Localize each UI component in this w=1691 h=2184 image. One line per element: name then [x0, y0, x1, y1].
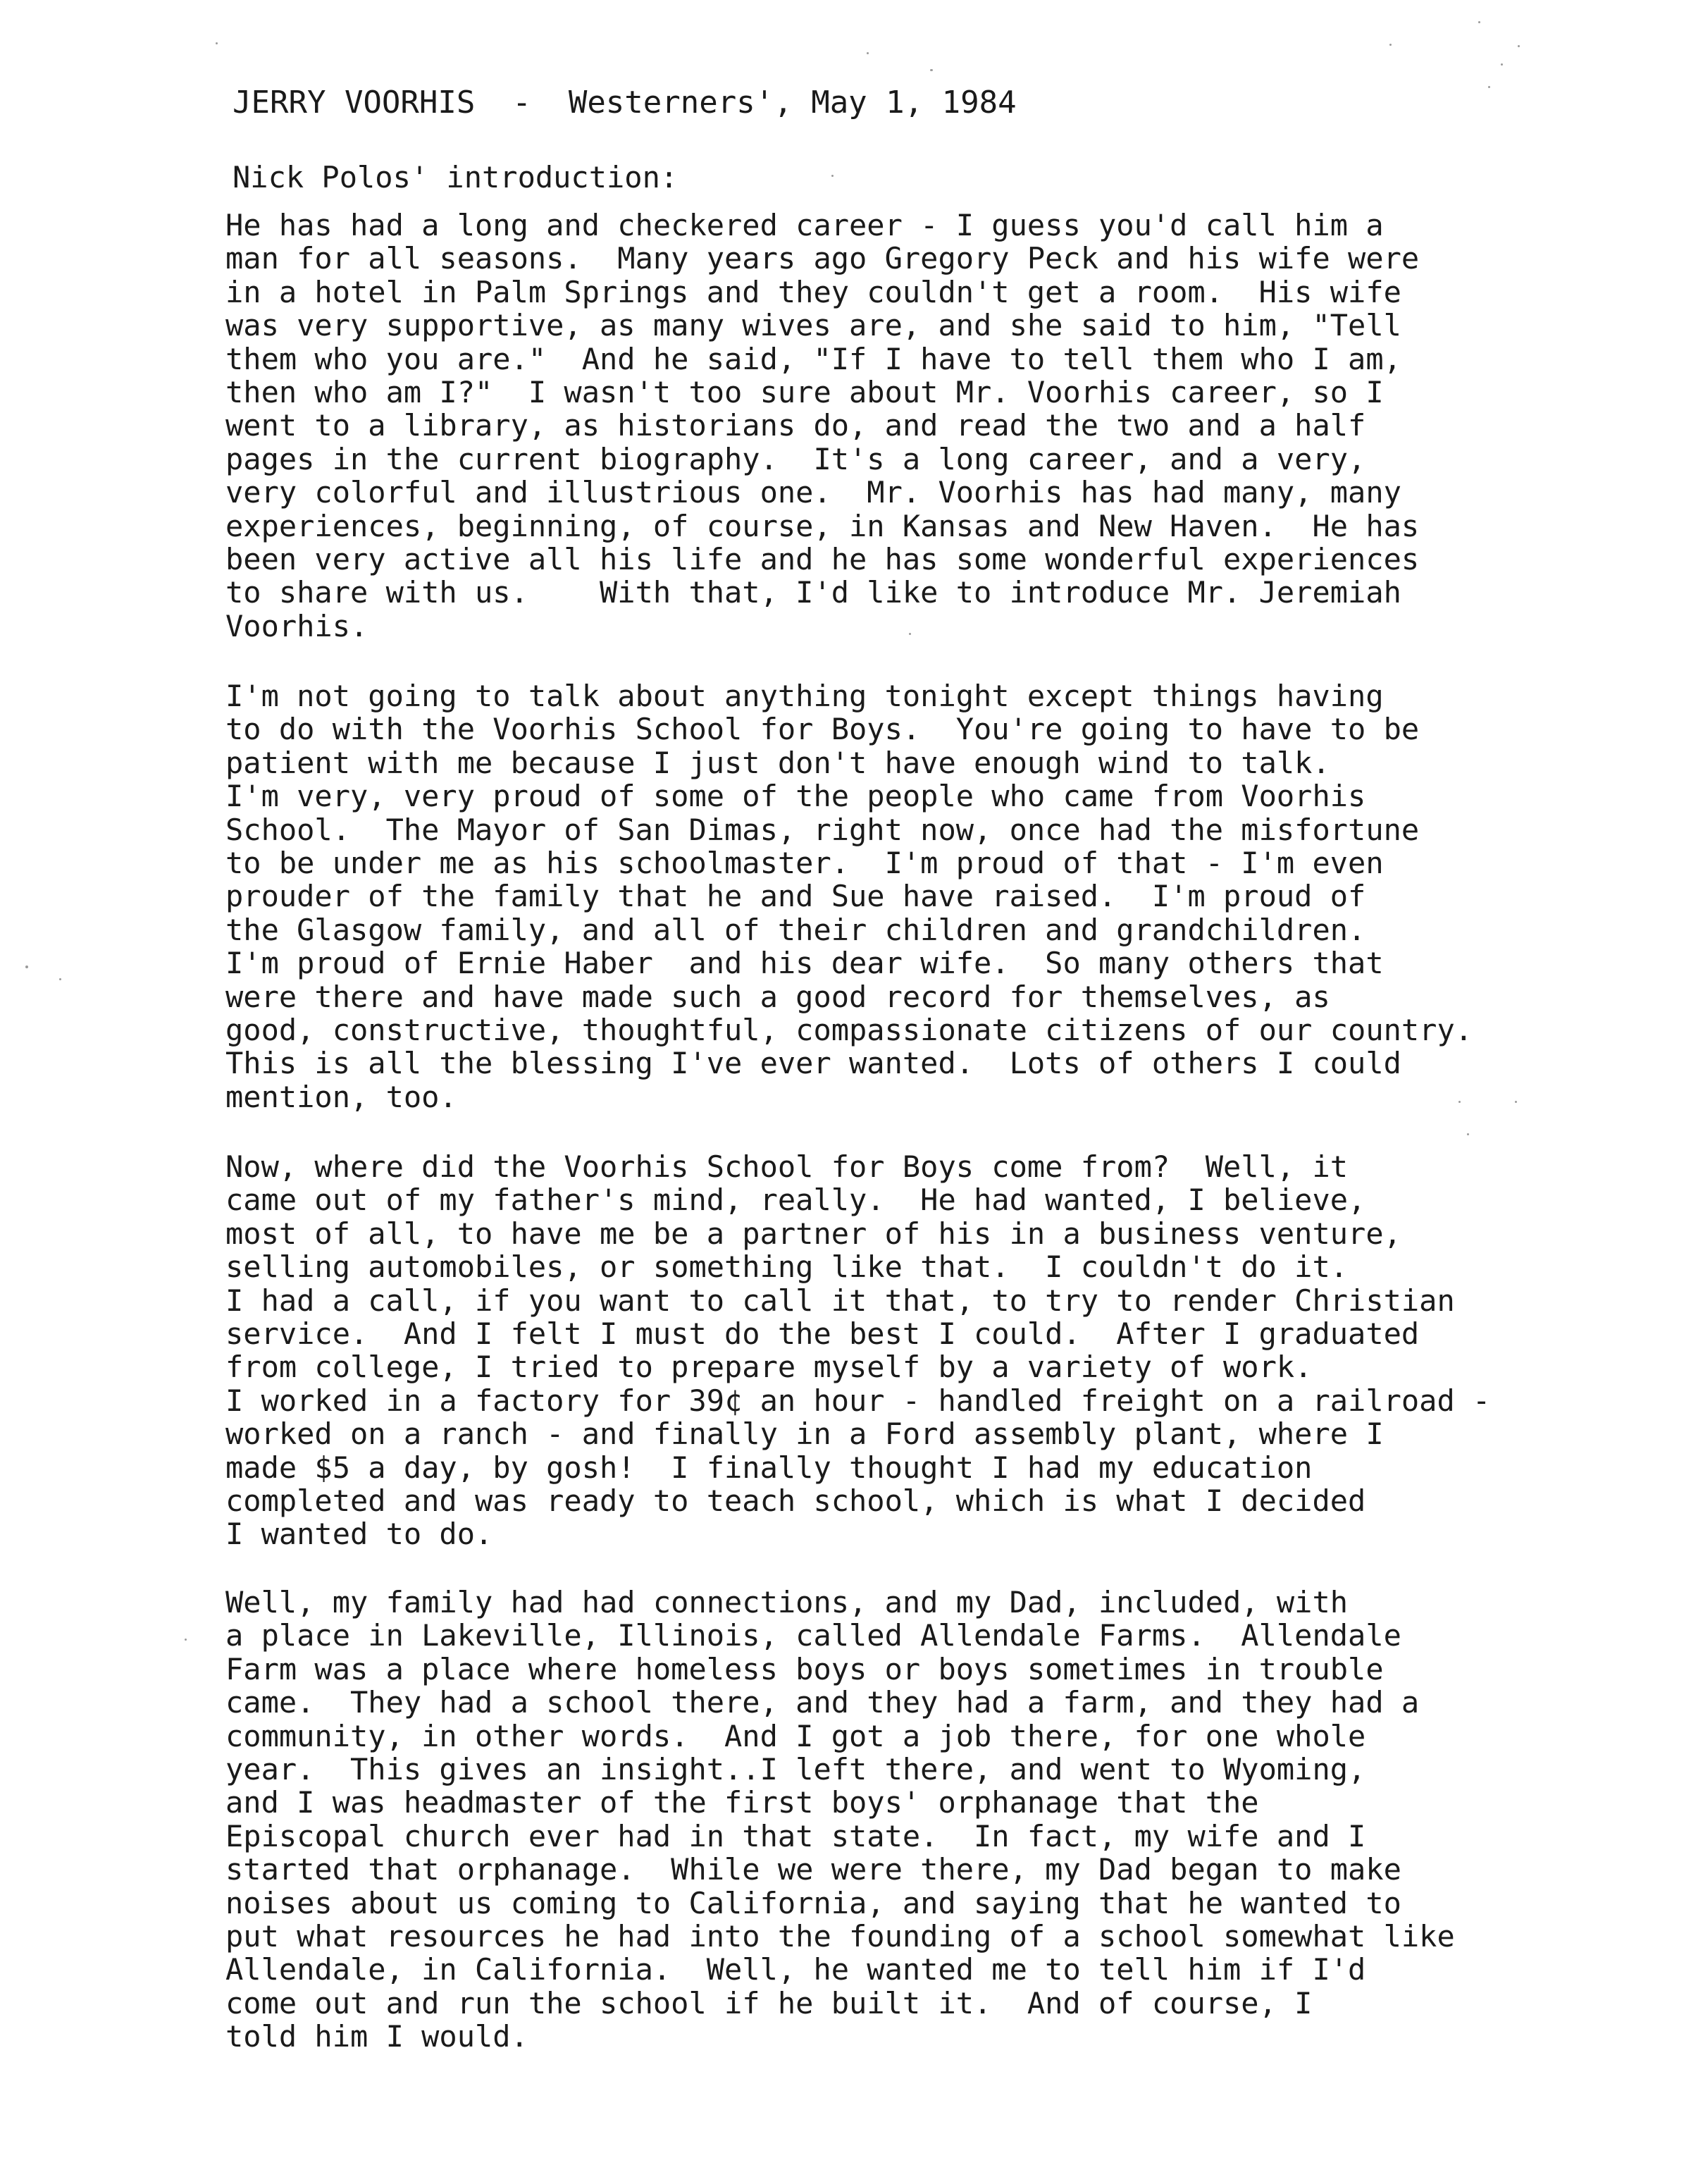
paragraph-1	[225, 209, 1419, 643]
text-line: was very supportive, as many wives are, and she said to him, "Tell	[225, 308, 1401, 343]
scan-speck	[1518, 45, 1520, 47]
scan-speck	[59, 978, 61, 980]
text-line: Voorhis.	[225, 608, 368, 643]
text-line: most of all, to have me be a partner of his in a business venture,	[225, 1216, 1401, 1251]
text-line: selling automobiles, or something like that. I couldn't do it.	[225, 1250, 1349, 1285]
text-line: Well, my family had had connections, and my Dad, included, with	[225, 1585, 1349, 1620]
text-line: very colorful and illustrious one. Mr. Voorhis has had many, many	[225, 475, 1401, 510]
paragraph-2	[225, 679, 1473, 1113]
text-line: Episcopal church ever had in that state. In fact, my wife and I	[225, 1818, 1366, 1853]
text-line: came out of my father's mind, really. He had wanted, I believe,	[225, 1183, 1366, 1218]
text-line: made $5 a day, by gosh! I finally thought I had my education	[225, 1450, 1313, 1485]
text-line: good, constructive, thoughtful, compassionate citizens of our country.	[225, 1013, 1473, 1048]
text-line: started that orphanage. While we were there, my Dad began to make	[225, 1852, 1401, 1887]
text-line: worked on a ranch - and finally in a Ford assembly plant, where I	[225, 1417, 1384, 1452]
text-line: went to a library, as historians do, and read the two and a half	[225, 408, 1366, 443]
paragraph-3	[225, 1150, 1490, 1551]
text-line: Farm was a place where homeless boys or boys sometimes in trouble	[225, 1651, 1384, 1686]
text-line: I'm very, very proud of some of the people who came from Voorhis	[225, 779, 1366, 814]
text-line: I worked in a factory for 39¢ an hour - handled freight on a railroad -	[225, 1383, 1491, 1418]
document-title: JERRY VOORHIS - Westerners', May 1, 1984	[233, 85, 1017, 121]
text-line: He has had a long and checkered career - I guess you'd call him a	[225, 208, 1384, 242]
text-line: I'm not going to talk about anything tonight except things having	[225, 679, 1384, 713]
text-line: mention, too.	[225, 1079, 457, 1114]
scan-speck	[185, 1639, 187, 1641]
scan-speck	[216, 42, 218, 44]
text-line: man for all seasons. Many years ago Gregory Peck and his wife were	[225, 241, 1420, 276]
scan-speck	[25, 965, 28, 968]
text-line: School. The Mayor of San Dimas, right now, once had the misfortune	[225, 812, 1420, 847]
text-line: Allendale, in California. Well, he wanted me to tell him if I'd	[225, 1952, 1366, 1987]
text-line: Now, where did the Voorhis School for Boys come from? Well, it	[225, 1149, 1349, 1184]
scan-speck	[909, 633, 911, 635]
scan-speck	[1458, 1101, 1461, 1103]
text-line: I'm proud of Ernie Haber and his dear wife. So many others that	[225, 946, 1384, 981]
scan-speck	[1488, 86, 1490, 88]
text-line: to be under me as his schoolmaster. I'm proud of that - I'm even	[225, 846, 1384, 881]
text-line: to share with us. With that, I'd like to introduce Mr. Jeremiah	[225, 575, 1401, 610]
text-line: a place in Lakeville, Illinois, called Allendale Farms. Allendale	[225, 1618, 1401, 1653]
text-line: and I was headmaster of the first boys' orphanage that the	[225, 1785, 1259, 1820]
text-line: put what resources he had into the founding of a school somewhat like	[225, 1919, 1455, 1954]
scan-speck	[1501, 63, 1503, 66]
scan-speck	[930, 69, 933, 71]
text-line: told him I would.	[225, 2019, 528, 2054]
text-line: community, in other words. And I got a job there, for one whole	[225, 1718, 1366, 1753]
scan-speck	[1389, 44, 1392, 46]
text-line: service. And I felt I must do the best I could. After I graduated	[225, 1316, 1420, 1352]
scan-speck	[1515, 1101, 1517, 1103]
text-line: I had a call, if you want to call it that, to try to render Christian	[225, 1283, 1455, 1318]
text-line: to do with the Voorhis School for Boys. You're going to have to be	[225, 712, 1420, 747]
text-line: came. They had a school there, and they had a farm, and they had a	[225, 1685, 1420, 1720]
introduction-label: Nick Polos' introduction:	[233, 160, 679, 195]
text-line: completed and was ready to teach school, which is what I decided	[225, 1483, 1366, 1519]
text-line: were there and have made such a good record for themselves, as	[225, 979, 1330, 1014]
scan-speck	[831, 175, 834, 177]
text-line: I wanted to do.	[225, 1517, 493, 1552]
paragraph-4	[225, 1586, 1455, 2054]
text-line: pages in the current biography. It's a long career, and a very,	[225, 441, 1366, 476]
text-line: This is all the blessing I've ever wanted. Lots of others I could	[225, 1046, 1401, 1081]
text-line: from college, I tried to prepare myself by a variety of work.	[225, 1350, 1313, 1385]
text-line: noises about us coming to California, and saying that he wanted to	[225, 1885, 1401, 1920]
text-line: in a hotel in Palm Springs and they couldn't get a room. His wife	[225, 274, 1401, 309]
text-line: the Glasgow family, and all of their children and grandchildren.	[225, 912, 1366, 947]
text-line: year. This gives an insight..I left there, and went to Wyoming,	[225, 1752, 1366, 1787]
text-line: prouder of the family that he and Sue have raised. I'm proud of	[225, 879, 1366, 914]
text-line: been very active all his life and he has some wonderful experiences	[225, 542, 1420, 577]
text-line: come out and run the school if he built it. And of course, I	[225, 1985, 1313, 2020]
text-line: experiences, beginning, of course, in Kansas and New Haven. He has	[225, 508, 1420, 543]
text-line: then who am I?" I wasn't too sure about Mr. Voorhis career, so I	[225, 375, 1384, 410]
scan-speck	[1478, 21, 1480, 23]
text-line: them who you are." And he said, "If I have to tell them who I am,	[225, 341, 1401, 376]
scan-speck	[1467, 1133, 1469, 1135]
text-line: patient with me because I just don't have enough wind to talk.	[225, 745, 1330, 780]
scan-speck	[867, 52, 869, 54]
